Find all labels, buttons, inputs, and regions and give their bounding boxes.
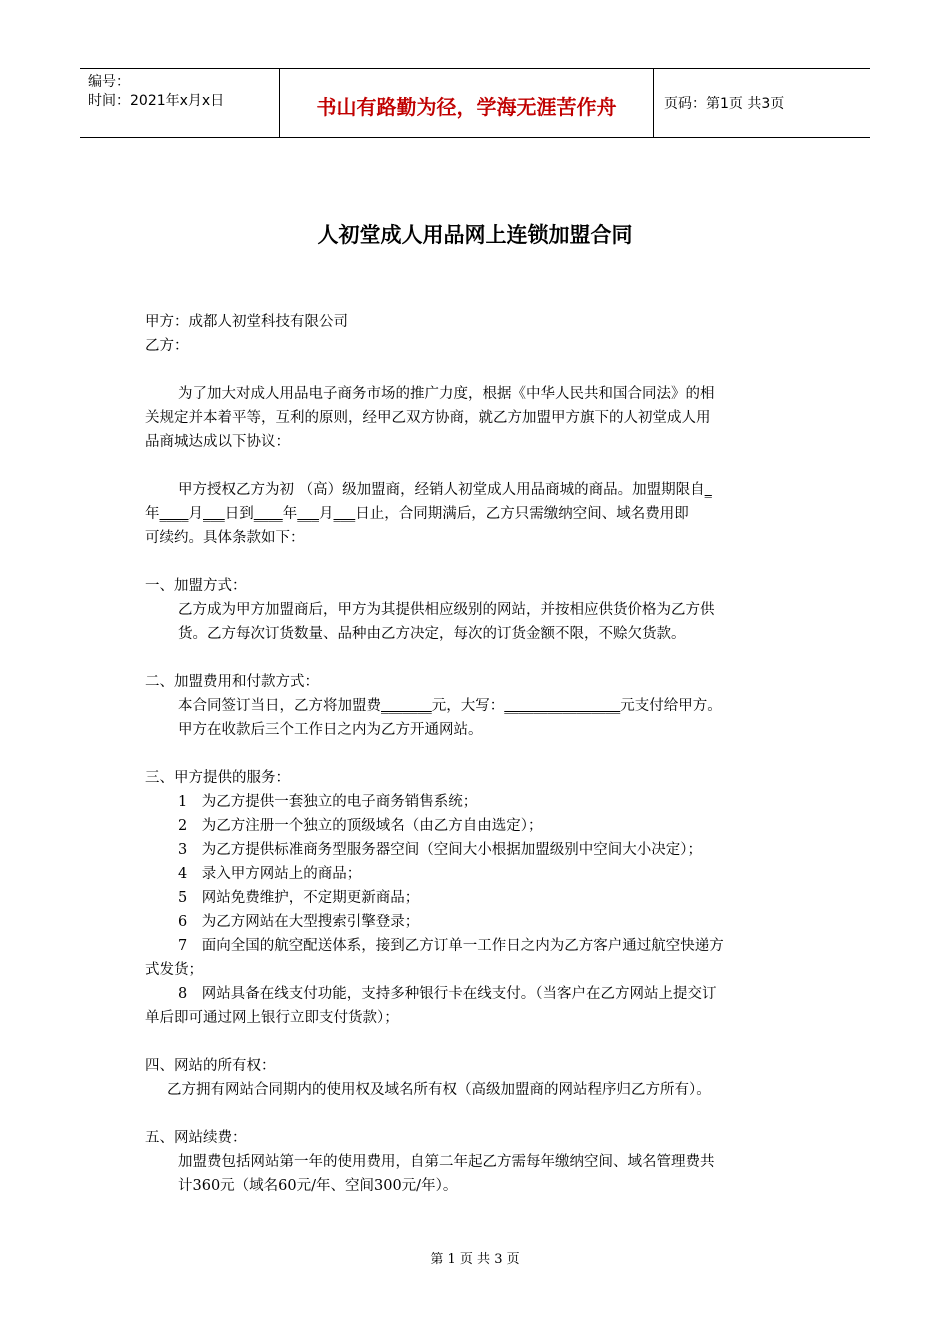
section-text: 货。乙方每次订货数量、品种由乙方决定，每次的订货金额不限，不赊欠货款。: [178, 626, 686, 642]
section-text: 甲方在收款后三个工作日之内为乙方开通网站。: [178, 722, 483, 738]
service-item: 2 为乙方注册一个独立的顶级域名（由乙方自由选定）；: [178, 818, 543, 834]
section-text: 乙方成为甲方加盟商后，甲方为其提供相应级别的网站，并按相应供货价格为乙方供: [178, 602, 715, 618]
document-number: 编号：: [88, 74, 130, 90]
section-heading: 二、加盟费用和付款方式：: [145, 674, 319, 690]
grant-line: 甲方授权乙方为初 （高）级加盟商，经销人初堂成人用品商城的商品。加盟期限自_: [178, 482, 712, 498]
section-text: 计360元（域名60元/年、空间300元/年）。: [178, 1178, 458, 1194]
blank-field: _______: [381, 698, 432, 714]
service-item: 1 为乙方提供一套独立的电子商务销售系统；: [178, 794, 478, 810]
grant-term-line: 年____月___日到____年___月___日止，合同期满后，乙方只需缴纳空间、域名费用即: [145, 506, 689, 522]
header-meta: [80, 69, 280, 137]
section-heading: 三、甲方提供的服务：: [145, 770, 290, 786]
blank-field: ________________: [504, 698, 621, 714]
section-text: 加盟费包括网站第一年的使用费用，自第二年起乙方需每年缴纳空间、域名管理费共: [178, 1154, 715, 1170]
grant-line: 可续约。具体条款如下：: [145, 530, 305, 546]
contract-body: [145, 310, 810, 1198]
document-date: 时间：2021年x月x日: [88, 93, 225, 109]
service-item: 8 网站具备在线支付功能，支持多种银行卡在线支付。（当客户在乙方网站上提交订: [178, 986, 717, 1002]
blank-field: _: [704, 482, 712, 498]
header-page-info: 页码：第1页 共3页: [664, 96, 785, 112]
intro-line: 品商城达成以下协议：: [145, 434, 290, 450]
service-item: 5 网站免费维护，不定期更新商品；: [178, 890, 420, 906]
page-header: [80, 68, 870, 138]
service-item: 4 录入甲方网站上的商品；: [178, 866, 362, 882]
header-motto: 书山有路勤为径，学海无涯苦作舟: [280, 69, 654, 137]
blank-field: ___: [333, 506, 356, 522]
payment-line: 本合同签订当日，乙方将加盟费_______元，大写：________________元支付给甲方。: [178, 698, 722, 714]
intro-line: 关规定并本着平等，互利的原则，经甲乙双方协商，就乙方加盟甲方旗下的人初堂成人用: [145, 410, 711, 426]
blank-field: ___: [203, 506, 225, 522]
page-footer: 第 1 页 共 3 页: [430, 1252, 520, 1267]
blank-field: ____: [253, 506, 283, 522]
section-heading: 一、加盟方式：: [145, 578, 247, 594]
service-item: 单后即可通过网上银行立即支付货款）；: [145, 1010, 399, 1026]
section-heading: 四、网站的所有权：: [145, 1058, 276, 1074]
party-b: 乙方：: [145, 338, 189, 354]
section-heading: 五、网站续费：: [145, 1130, 247, 1146]
service-item: 式发货；: [145, 962, 203, 978]
blank-field: ____: [159, 506, 189, 522]
section-text: 乙方拥有网站合同期内的使用权及域名所有权（高级加盟商的网站程序归乙方所有）。: [167, 1082, 711, 1098]
document-title: 人初堂成人用品网上连锁加盟合同: [317, 223, 633, 247]
blank-field: ___: [297, 506, 319, 522]
service-item: 7 面向全国的航空配送体系，接到乙方订单一工作日之内为乙方客户通过航空快递方: [178, 938, 724, 954]
intro-line: 为了加大对成人用品电子商务市场的推广力度，根据《中华人民共和国合同法》的相: [178, 386, 715, 402]
service-item: 6 为乙方网站在大型搜索引擎登录；: [178, 914, 420, 930]
party-a: 甲方：成都人初堂科技有限公司: [145, 314, 348, 330]
service-item: 3 为乙方提供标准商务型服务器空间（空间大小根据加盟级别中空间大小决定）；: [178, 842, 702, 858]
